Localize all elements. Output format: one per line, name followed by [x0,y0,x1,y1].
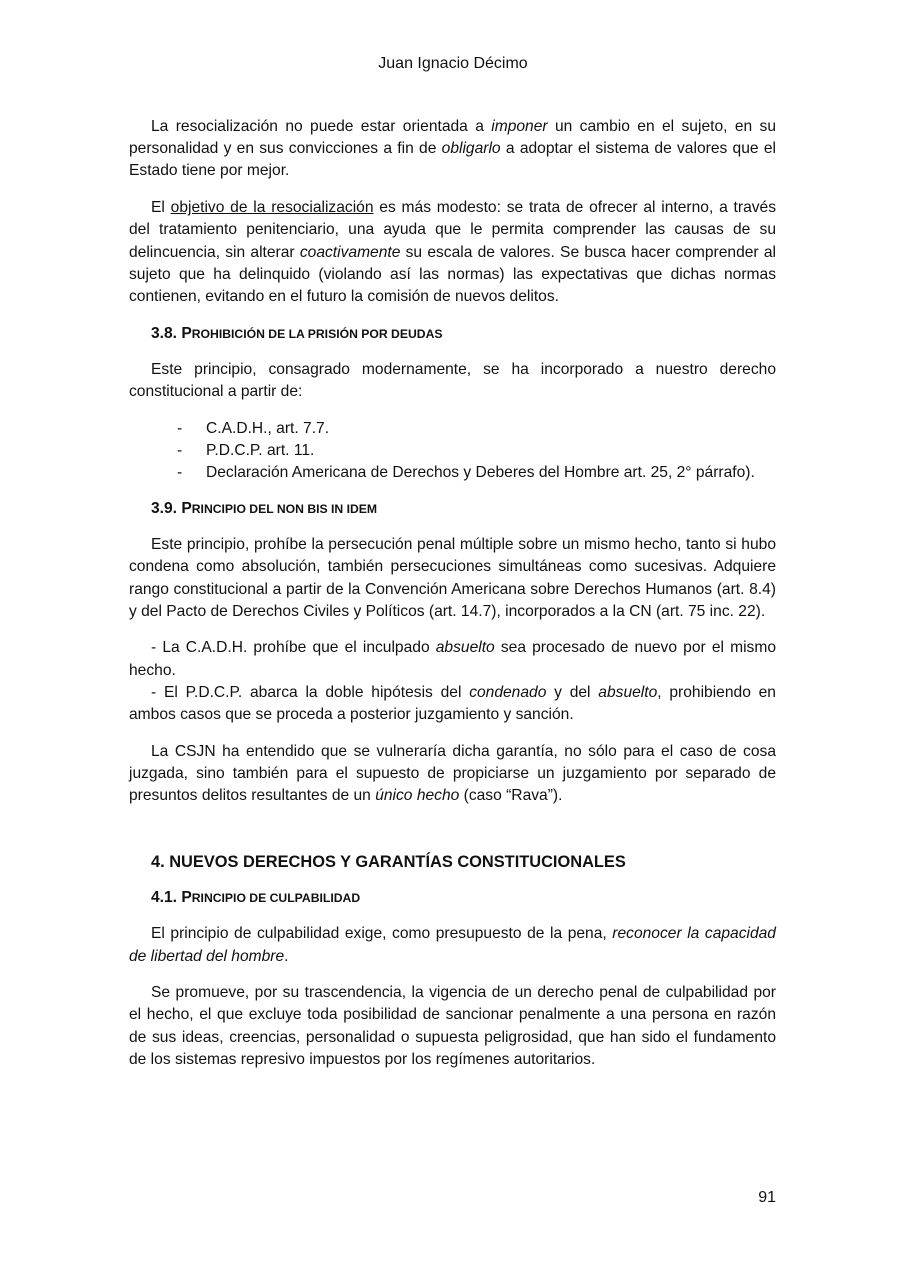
text-run: , prohibiendo en ambos casos que se proceda a posterior juzgamiento y sanción. [129,683,776,724]
list-item [129,418,776,440]
list-dash: - [177,463,183,481]
text-run: - El P.D.C.P. abarca la doble hipótesis del [151,683,470,701]
paragraph-culpabilidad [129,923,776,967]
heading-text: RINCIPIO DEL NON BIS IN IDEM [191,502,378,517]
text-run: - La C.A.D.H. prohíbe que el inculpado [151,639,436,657]
section-heading-3-8 [129,323,776,345]
list-item [129,440,776,462]
section-number: 3.8. [151,324,182,342]
heading-text: ROHIBICIÓN DE LA PRISIÓN POR DEUDAS [191,326,443,341]
text-run: un cambio en el sujeto, en su personalidad y en sus convicciones a fin de [129,118,776,158]
italic-run: reconocer la capacidad de libertad del hombre [129,925,776,965]
heading-initial: P [181,889,192,907]
list-instruments [129,418,776,485]
list-item-text: P.D.C.P. art. 11. [206,441,315,459]
section-number: 4.1. [151,889,182,907]
paragraph-csjn [129,741,776,808]
underlined-run: objetivo de la resocialización [170,199,374,217]
paragraph-resocializacion-objective [129,197,776,308]
page-number: 91 [758,1189,776,1206]
chapter-heading-4: 4. NUEVOS DERECHOS Y GARANTÍAS CONSTITUCIONALES [151,853,626,872]
text-run: y del [546,683,599,701]
list-item [129,462,776,484]
text-run: (caso “Rava”). [459,787,563,805]
list-item-text: Declaración Americana de Derechos y Deberes del Hombre art. 25, 2° párrafo). [206,463,755,481]
paragraph-non-bis-in-idem: Este principio, prohíbe la persecución penal múltiple sobre un mismo hecho, tanto si hubo condena como absolución, también persecuciones simultáneas como sucesivas. Adquiere rango constitucional a partir de la Convención Americana sobre Derechos Humanos (art. 8.4) y del Pacto de Derechos Civiles y Políticos (art. 14.7), incorporados a la CN (art. 75 inc. 22). [129,536,776,620]
list-item-text: C.A.D.H., art. 7.7. [206,419,330,437]
paragraph-prision-deudas: Este principio, consagrado modernamente, se ha incorporado a nuestro derecho constitucional a partir de: [129,360,776,400]
paragraph-cadh [129,637,776,681]
italic-run: absuelto [598,683,658,701]
italic-run: absuelto [435,639,495,657]
list-dash: - [177,441,183,459]
heading-text: RINCIPIO DE CULPABILIDAD [191,891,361,906]
heading-initial: P [181,324,192,342]
paragraph-pdcp [129,682,776,726]
text-run: es más modesto: se trata de ofrecer al interno, a través del tratamiento penitenciario, una ayuda que le permita comprender las causas de su delincuencia, sin alterar [129,199,777,261]
paragraph-resocializacion-limits [129,116,776,183]
italic-run: único hecho [375,787,460,805]
section-number: 3.9. [151,500,182,518]
text-run: sea procesado de nuevo por el mismo hecho. [129,639,776,679]
italic-run: obligarlo [441,140,501,158]
paragraph-derecho-penal-culpabilidad: Se promueve, por su trascendencia, la vigencia de un derecho penal de culpabilidad por el hecho, el que excluye toda posibilidad de sancionar penalmente a una persona en razón de sus ideas, creencias, personalidad o supuesta peligrosidad, que han sido el fundamento de los sistemas represivo impuestos por los regímenes autoritarios. [129,984,776,1068]
italic-run: imponer [491,118,548,135]
heading-initial: P [181,500,192,518]
list-dash: - [177,419,183,437]
text-run: El principio de culpabilidad exige, como presupuesto de la pena, [151,925,613,943]
text-run: a adoptar el sistema de valores que el Estado tiene por mejor. [129,140,776,180]
section-heading-4-1 [129,887,776,909]
text-run: La CSJN ha entendido que se vulneraría dicha garantía, no sólo para el caso de cosa juzgada, sino también para el supuesto de propiciarse un juzgamiento por separado de presuntos delitos resultantes de un [129,742,776,805]
running-header: Juan Ignacio Décimo [378,55,528,72]
text-run: su escala de valores. Se busca hacer comprender al sujeto que ha delinquido (violando así las normas) las expectativas que dichas normas contienen, evitando en el futuro la comisión de nuevos delitos. [129,243,776,305]
text-run: El [151,199,171,217]
text-run: La resocialización no puede estar orientada a [151,118,492,135]
italic-run: coactivamente [299,243,401,261]
text-run: . [284,947,289,965]
section-heading-3-9 [129,498,776,520]
italic-run: condenado [469,683,547,701]
page-body [129,116,776,1086]
